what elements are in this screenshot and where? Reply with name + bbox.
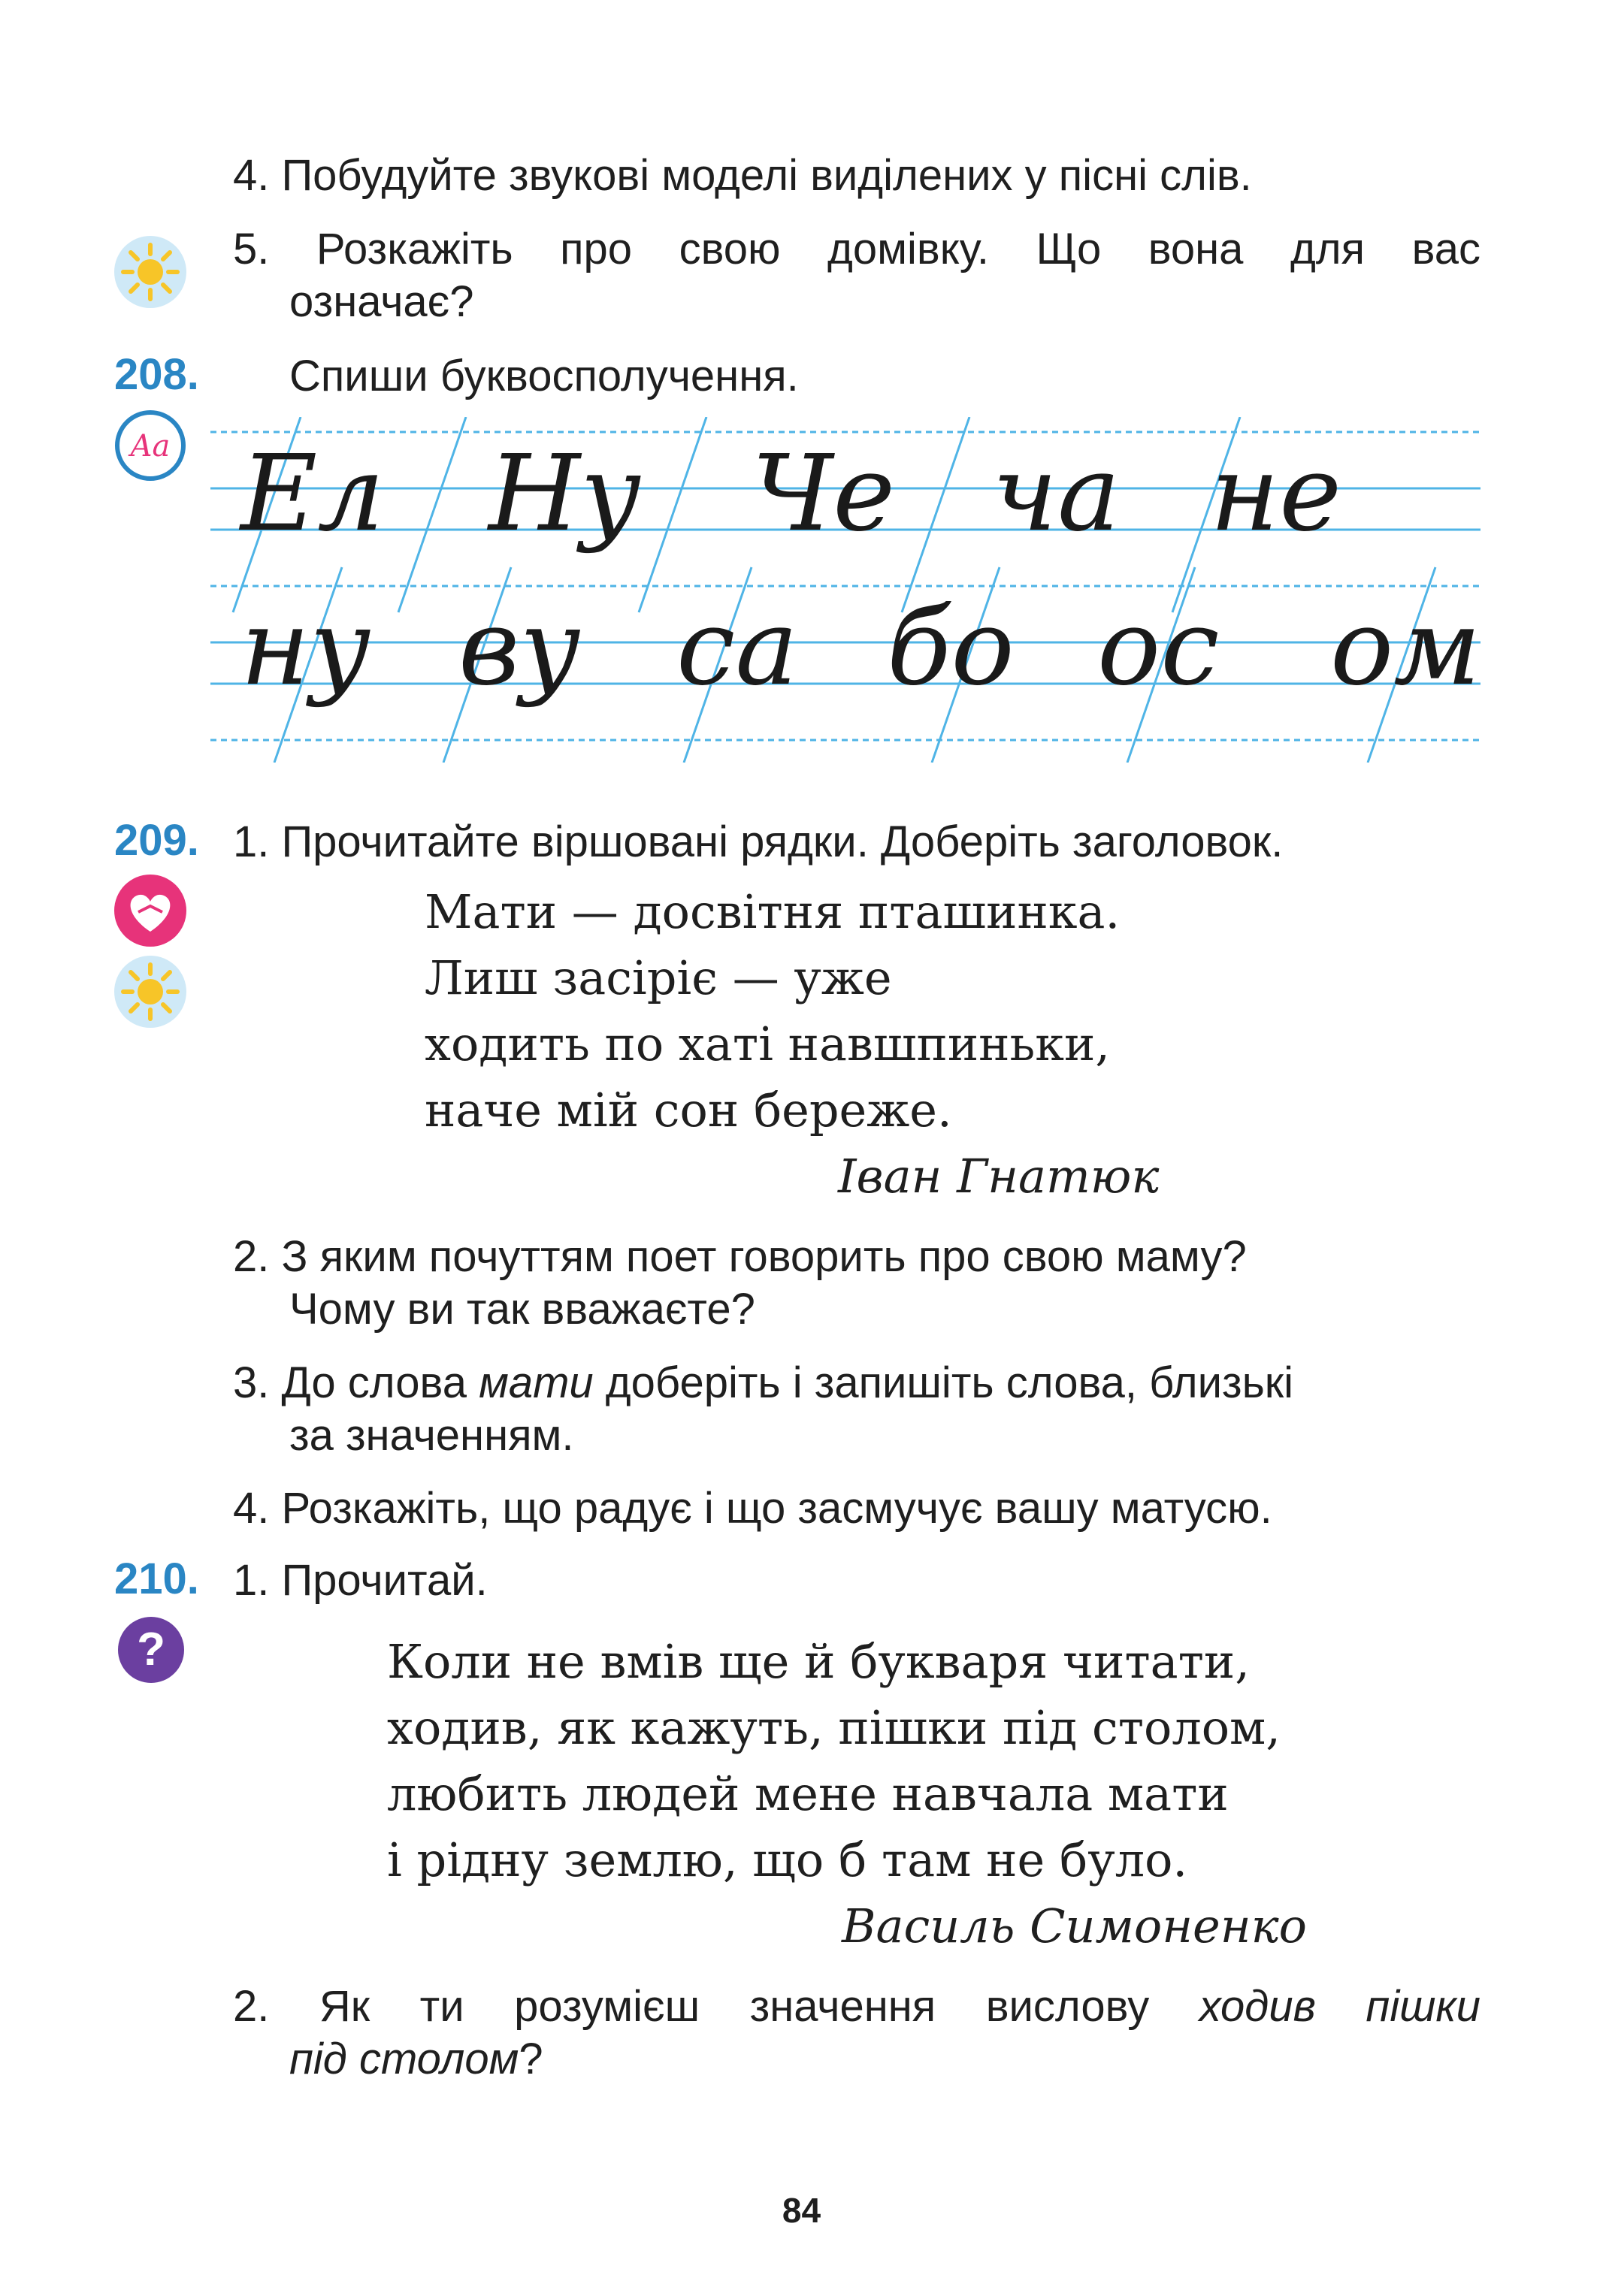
ex209-item-2-line1: 2. З яким почуттям поет говорить про свою маму? bbox=[233, 1232, 1247, 1281]
ex210-item-1: 1. Прочитай. bbox=[233, 1556, 488, 1605]
poem-line: Коли не вмів ще й букваря читати, bbox=[387, 1634, 1250, 1689]
ex209-item-3-line2: за значенням. bbox=[289, 1411, 574, 1460]
highlighted-phrase: під столом bbox=[289, 2035, 519, 2083]
intro-item-4: 4. Побудуйте звукові моделі виділених у пісні слів. bbox=[233, 151, 1252, 200]
heart-hands-icon bbox=[113, 873, 188, 952]
exercise-number: 208. bbox=[114, 350, 199, 399]
script-letter: ом bbox=[1330, 587, 1481, 709]
script-letter: ча bbox=[992, 433, 1121, 555]
script-letter: Че bbox=[752, 433, 896, 555]
highlighted-word: мати bbox=[479, 1358, 594, 1407]
poem-author: Василь Симоненко bbox=[842, 1899, 1307, 1953]
sun-icon bbox=[113, 234, 188, 313]
script-letter: Ну bbox=[488, 433, 642, 555]
script-letter: са bbox=[676, 587, 798, 709]
intro-item-5-line2: означає? bbox=[289, 277, 474, 326]
script-letter: не bbox=[1210, 433, 1342, 555]
poem-line: і рідну землю, що б там не було. bbox=[387, 1832, 1188, 1887]
ex209-item-4: 4. Розкажіть, що радує і що засмучує вашу матусю. bbox=[233, 1484, 1272, 1533]
script-letter: ву bbox=[458, 587, 581, 709]
poem-line: Мати — досвітня пташинка. bbox=[425, 884, 1121, 939]
sun-icon bbox=[113, 954, 188, 1033]
exercise-task: Спиши буквосполучення. bbox=[289, 352, 799, 400]
svg-text:Aa: Aa bbox=[130, 429, 171, 464]
handwriting-aa-icon bbox=[114, 409, 186, 485]
question-mark-icon bbox=[116, 1615, 186, 1688]
ex209-item-2-line2: Чому ви так вважаєте? bbox=[289, 1285, 755, 1334]
intro-item-5-line1: 5. Розкажіть про свою домівку. Що вона для вас bbox=[233, 225, 1481, 273]
poem-line: ходив, як кажуть, пішки під столом, bbox=[387, 1700, 1281, 1755]
poem-author: Іван Гнатюк bbox=[838, 1149, 1160, 1204]
script-letter: ос bbox=[1097, 587, 1220, 709]
page-number: 84 bbox=[782, 2191, 821, 2230]
ex209-item-1: 1. Прочитайте віршовані рядки. Доберіть заголовок. bbox=[233, 817, 1284, 866]
exercise-number: 210. bbox=[114, 1554, 199, 1603]
script-letter: ну bbox=[240, 587, 371, 709]
highlighted-phrase: ходив пішки bbox=[1199, 1982, 1481, 2031]
svg-text:?: ? bbox=[137, 1624, 165, 1675]
text: 2. Як ти розумієш значення вислову bbox=[233, 1982, 1199, 2031]
exercise-number: 209. bbox=[114, 816, 199, 865]
ex210-item-2-line2 bbox=[289, 2032, 543, 2086]
poem-line: ходить по хаті навшпиньки, bbox=[425, 1017, 1111, 1071]
text: 3. До слова bbox=[233, 1358, 479, 1407]
script-letter: Ел bbox=[240, 433, 385, 555]
script-letter: бо bbox=[887, 587, 1015, 709]
poem-line: Лиш засіріє — уже bbox=[425, 950, 892, 1005]
ex209-item-3-line1 bbox=[233, 1356, 1293, 1410]
poem-line: любить людей мене навчала мати bbox=[387, 1766, 1229, 1821]
text: доберіть і запишіть слова, близькі bbox=[593, 1358, 1294, 1407]
text: ? bbox=[519, 2035, 543, 2083]
poem-line: наче мій сон береже. bbox=[425, 1083, 952, 1137]
handwriting-practice bbox=[210, 417, 1481, 763]
ex210-item-2-line1 bbox=[233, 1980, 1481, 2034]
